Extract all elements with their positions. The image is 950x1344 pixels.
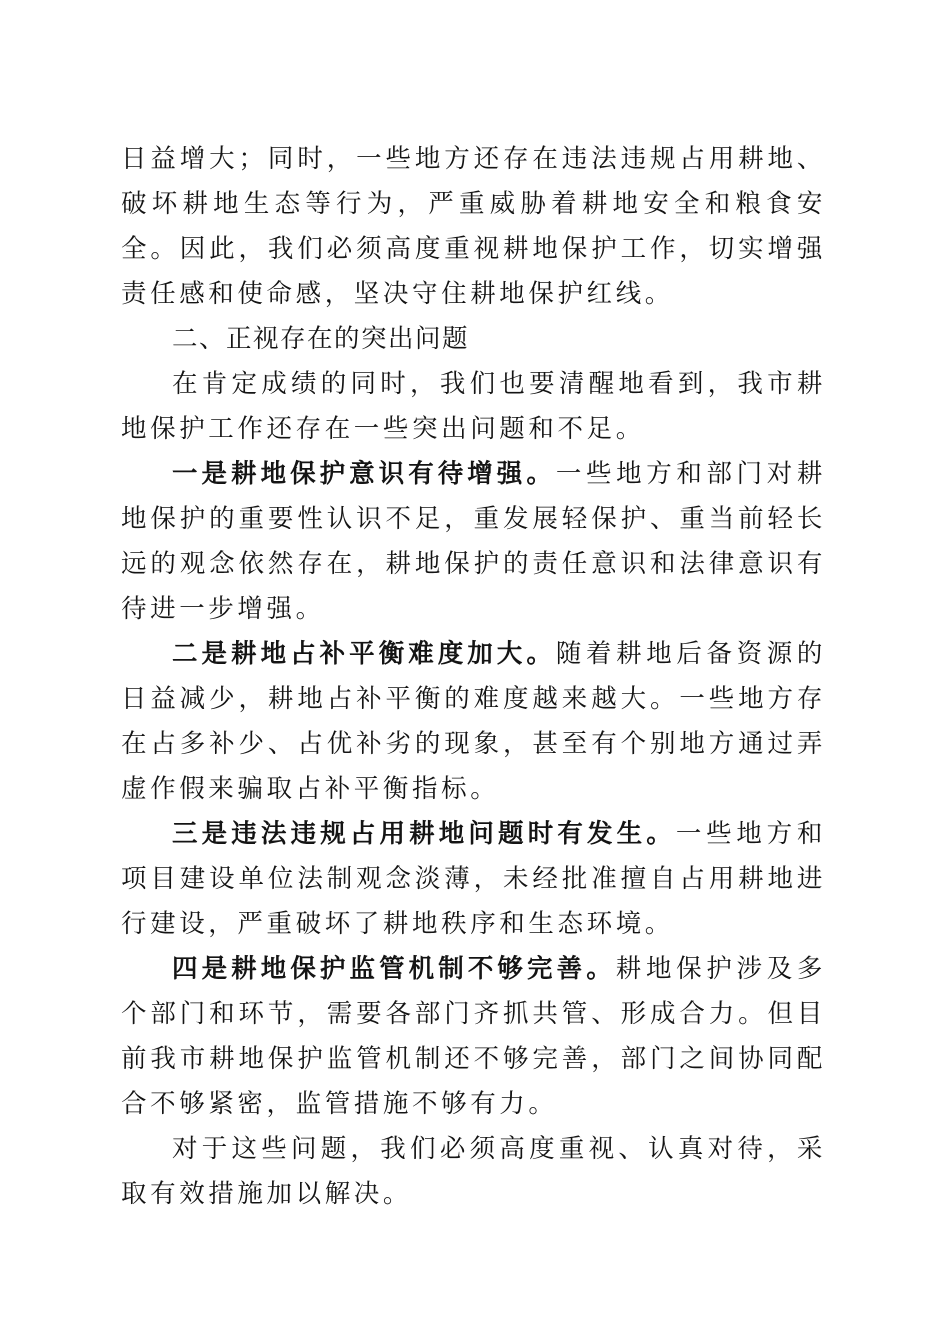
problem-4-body: 耕地保护涉及多个部门和环节，需要各部门齐抓共管、形成合力。但目前我市耕地保护监管机制还不够完善，部门之间协同配合不够紧密，监管措施不够有力。: [121, 954, 826, 1119]
paragraph-problem-2: [121, 632, 826, 812]
problem-3-body: 一些地方和项目建设单位法制观念淡薄，未经批准擅自占用耕地进行建设，严重破坏了耕地秩序和生态环境。: [121, 819, 826, 939]
paragraph-intro: 在肯定成绩的同时，我们也要清醒地看到，我市耕地保护工作还存在一些突出问题和不足。: [121, 369, 826, 444]
problem-1-body: 一些地方和部门对耕地保护的重要性认识不足，重发展轻保护、重当前轻长远的观念依然存在，耕地保护的责任意识和法律意识有待进一步增强。: [121, 459, 826, 624]
problem-2-body: 随着耕地后备资源的日益减少，耕地占补平衡的难度越来越大。一些地方存在占多补少、占优补劣的现象，甚至有个别地方通过弄虚作假来骗取占补平衡指标。: [121, 639, 826, 804]
section-heading: 二、正视存在的突出问题: [172, 324, 470, 354]
paragraph-problem-1: [121, 452, 826, 632]
problem-4-lead: 四是耕地保护监管机制不够完善。: [172, 954, 616, 984]
paragraph-conclusion: 对于这些问题，我们必须高度重视、认真对待，采取有效措施加以解决。: [121, 1134, 826, 1209]
problem-1-lead: 一是耕地保护意识有待增强。: [172, 459, 556, 489]
document-body: [121, 137, 826, 1217]
paragraph-problem-4: [121, 947, 826, 1127]
paragraph-problem-3: [121, 812, 826, 947]
problem-2-lead: 二是耕地占补平衡难度加大。: [172, 639, 556, 669]
paragraph-continuation: 日益增大；同时，一些地方还存在违法违规占用耕地、破坏耕地生态等行为，严重威胁着耕地安全和粮食安全。因此，我们必须高度重视耕地保护工作，切实增强责任感和使命感，坚决守住耕地保护红线。: [121, 144, 826, 309]
problem-3-lead: 三是违法违规占用耕地问题时有发生。: [172, 819, 676, 849]
